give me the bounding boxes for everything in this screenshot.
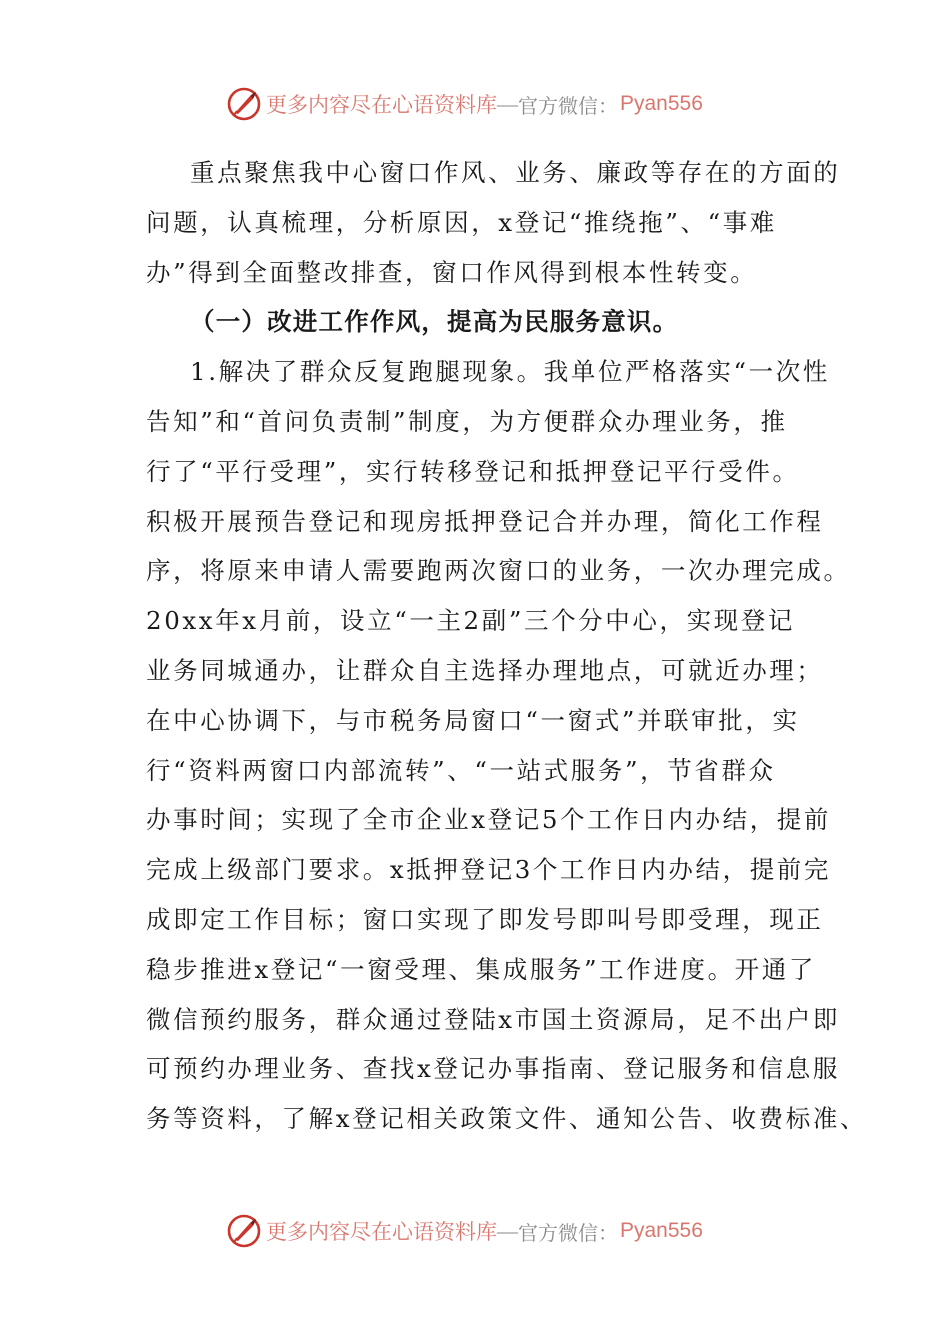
quill-pen-logo-icon [226,86,262,122]
body-line: 重点聚焦我中心窗口作风、业务、廉政等存在的方面的 [190,158,841,187]
body-line: 办”得到全面整改排查，窗口作风得到根本性转变。 [146,257,758,287]
header-watermark [226,84,703,124]
watermark-wechat-id: Pyan556 [620,1219,703,1242]
body-line: 行“资料两窗口内部流转”、“一站式服务”，节省群众 [146,755,776,785]
watermark-brand-text: 更多内容尽在心语资料库 [266,1220,497,1244]
body-line: 务等资料，了解x登记相关政策文件、通知公告、收费标准、 [146,1104,868,1134]
body-line: 积极开展预告登记和现房抵押登记合并办理，简化工作程 [146,506,824,536]
watermark-wechat-label: 官方微信： [518,93,618,118]
watermark-wechat-id: Pyan556 [620,92,703,115]
document-body [146,148,868,1144]
body-line: 告知”和“首问负责制”制度，为方便群众办理业务，推 [146,406,788,436]
body-line: 完成上级部门要求。x抵押登记3个工作日内办结，提前完 [146,855,832,885]
body-line: 成即定工作目标；窗口实现了即发号即叫号即受理，现正 [146,904,824,934]
body-line: 办事时间；实现了全市企业x登记5个工作日内办结，提前 [146,805,832,835]
body-line: 在中心协调下，与市税务局窗口“一窗式”并联审批，实 [146,705,800,735]
body-line: 问题，认真梳理，分析原因，x登记“推绕拖”、“事难 [146,207,777,237]
body-line: 20xx年x月前，设立“一主2副”三个分中心，实现登记 [146,606,795,636]
body-line: 行了“平行受理”，实行转移登记和抵押登记平行受件。 [146,456,800,486]
body-line: 序，将原来申请人需要跑两次窗口的业务，一次办理完成。 [146,556,851,586]
body-line: 微信预约服务，群众通过登陆x市国土资源局，足不出户即 [146,1004,840,1034]
body-line: 1.解决了群众反复跑腿现象。我单位严格落实“一次性 [190,357,830,387]
body-line: 业务同城通办，让群众自主选择办理地点，可就近办理； [146,655,824,685]
watermark-brand-text: 更多内容尽在心语资料库 [266,93,497,117]
watermark-separator: — [497,91,518,116]
watermark-separator: — [497,1218,518,1243]
footer-watermark [226,1211,703,1251]
quill-pen-logo-icon [226,1213,262,1249]
body-line: 可预约办理业务、查找x登记办事指南、登记服务和信息服 [146,1054,840,1084]
section-heading: （一）改进工作作风，提高为民服务意识。 [190,307,679,337]
body-line: 稳步推进x登记“一窗受理、集成服务”工作进度。开通了 [146,954,816,984]
watermark-wechat-label: 官方微信： [518,1220,618,1245]
